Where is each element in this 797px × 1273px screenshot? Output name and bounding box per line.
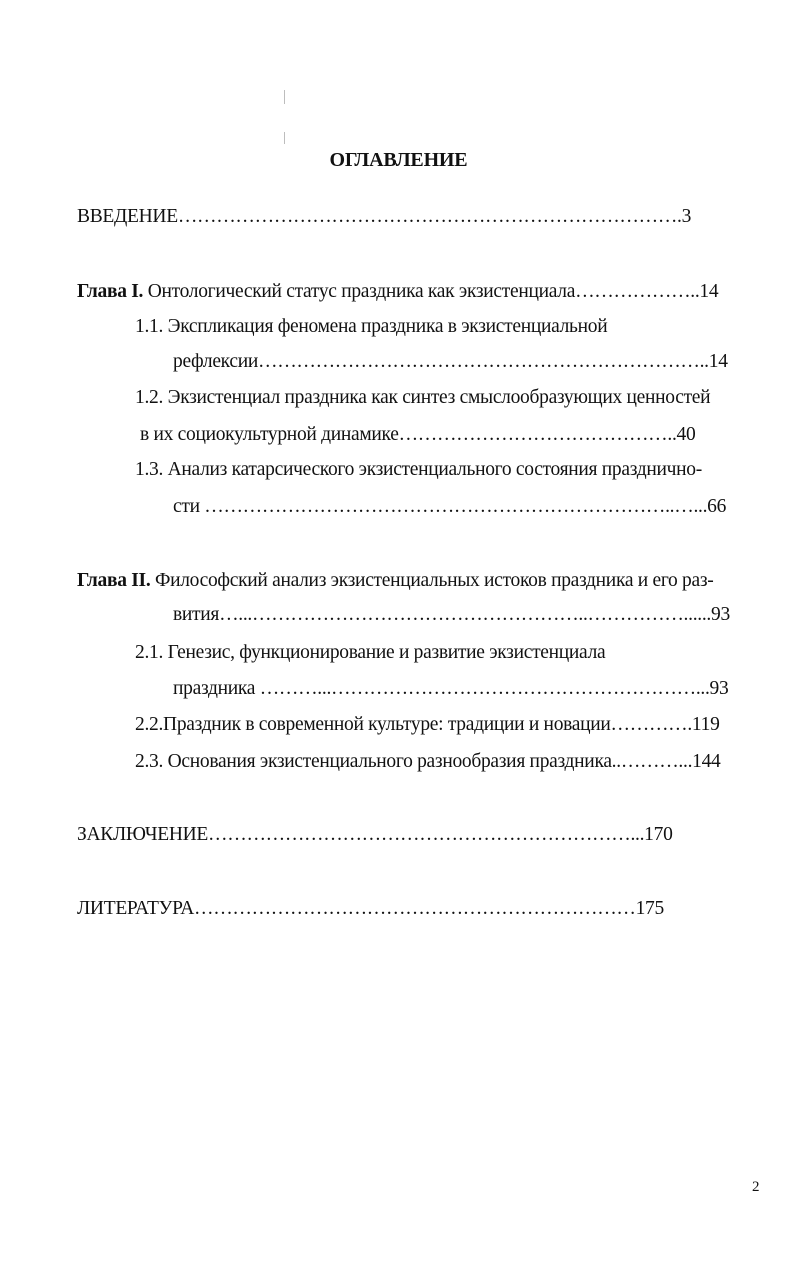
scan-speck <box>284 90 285 104</box>
toc-section-2-2: 2.2.Праздник в современной культуре: традиции и новации………….119 <box>135 714 720 735</box>
scan-speck <box>284 132 285 144</box>
toc-section-2-3: 2.3. Основания экзистенциального разнообразия праздника..………...144 <box>135 751 721 772</box>
toc-section-1-2-line1: 1.2. Экзистенциал праздника как синтез смыслообразующих ценностей <box>135 387 711 408</box>
toc-title: ОГЛАВЛЕНИЕ <box>329 149 468 171</box>
toc-chapter-1-heading <box>77 280 718 304</box>
chapter-2-label: Глава II. <box>77 570 151 591</box>
toc-section-1-1-line1: 1.1. Экспликация феномена праздника в экзистенциальной <box>135 316 608 337</box>
toc-section-2-1-line2: праздника ………...…………………………………………………...93 <box>173 678 729 699</box>
toc-chapter-2-heading-line2: вития…...……………………………………………..……………......93 <box>173 604 730 625</box>
chapter-2-title: Философский анализ экзистенциальных истоков праздника и его раз- <box>150 570 714 591</box>
toc-chapter-2-heading <box>77 569 713 593</box>
toc-section-2-1-line1: 2.1. Генезис, функционирование и развитие экзистенциала <box>135 642 606 663</box>
chapter-1-title: Онтологический статус праздника как экзистенциала………………..14 <box>143 281 719 302</box>
toc-entry-conclusion: ЗАКЛЮЧЕНИЕ…………………………………………………………...170 <box>77 824 673 845</box>
toc-section-1-1-line2: рефлексии……………………………………………………………..14 <box>173 351 728 372</box>
toc-section-1-3-line1: 1.3. Анализ катарсического экзистенциального состояния празднично- <box>135 459 702 480</box>
chapter-1-label: Глава I. <box>77 281 144 302</box>
toc-section-1-2-line2: в их социокультурной динамике……………………………………..40 <box>140 424 696 445</box>
toc-entry-literature: ЛИТЕРАТУРА……………………………………………………………175 <box>77 898 664 919</box>
toc-entry-introduction: ВВЕДЕНИЕ…………………………………………………………………….3 <box>77 206 692 227</box>
page-number: 2 <box>752 1179 760 1195</box>
toc-section-1-3-line2: сти ………………………………………………………………..…...66 <box>173 496 727 517</box>
